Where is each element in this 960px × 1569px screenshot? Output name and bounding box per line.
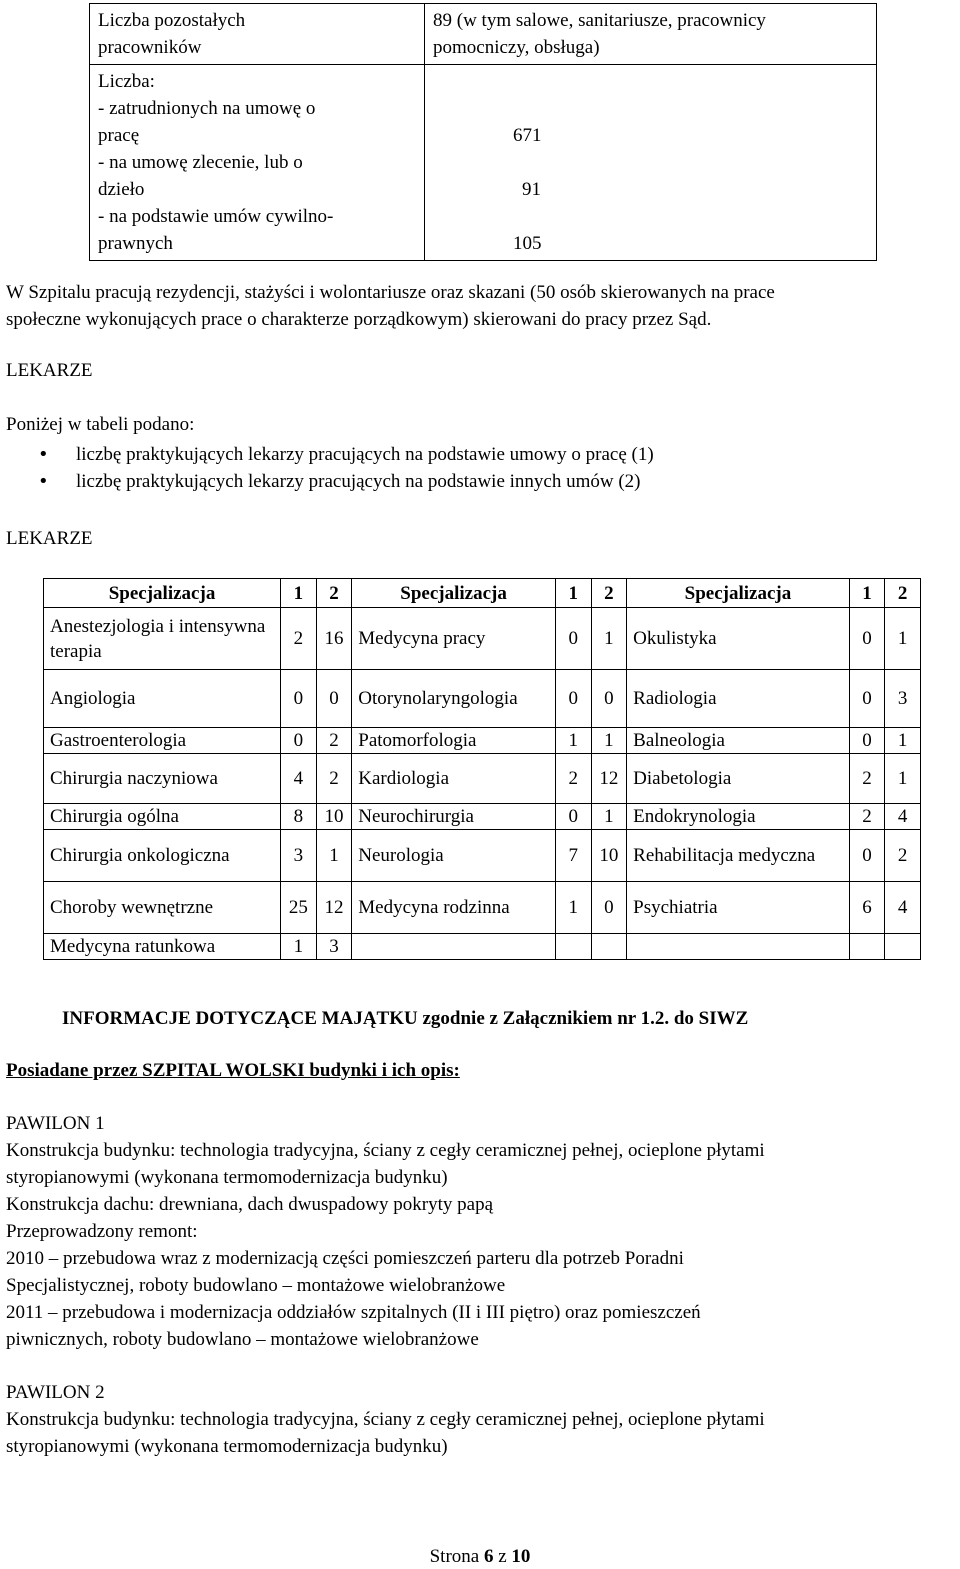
table-row [44,670,921,728]
table-cell: 0 [849,830,885,882]
table-cell: 16 [316,608,352,670]
staff-label-cell: Liczba pozostałych pracowników [90,4,425,65]
contract-label-cell: Liczba: - zatrudnionych na umowę o pracę - na umowę zlecenie, lub o dzieło - na podstawie umów cywilno- prawnych [90,65,425,261]
table-cell: Choroby wewnętrzne [44,882,281,934]
table-cell: 1 [316,830,352,882]
assets-info-heading: INFORMACJE DOTYCZĄCE MAJĄTKU zgodnie z Załącznikiem nr 1.2. do SIWZ [62,1008,749,1029]
table-cell: Rehabilitacja medyczna [627,830,850,882]
table-cell: 4 [885,882,921,934]
buildings-heading: Posiadane przez SZPITAL WOLSKI budynki i ich opis: [6,1060,460,1081]
table-cell: Angiologia [44,670,281,728]
table-cell: 3 [316,934,352,960]
table-cell: 3 [885,670,921,728]
list-item: • liczbę praktykujących lekarzy pracujących na podstawie umowy o pracę (1) [38,441,654,468]
table-cell [627,934,850,960]
column-header: 1 [555,579,591,608]
table-cell: 2 [849,804,885,830]
table-cell: 1 [591,728,627,754]
column-header: 1 [849,579,885,608]
table-row [90,65,877,261]
table-cell: 2 [885,830,921,882]
table-cell: 1 [555,882,591,934]
table-cell: 10 [316,804,352,830]
pavilion-2-section: PAWILON 2 Konstrukcja budynku: technologia tradycyjna, ściany z cegły ceramicznej pełnej, ocieplone płytami styropianowymi (wykonana termomodernizacja budynku) [6,1379,956,1460]
table-cell: Okulistyka [627,608,850,670]
staff-value-cell: 89 (w tym salowe, sanitariusze, pracownicy pomocniczy, obsługa) [425,4,877,65]
table-cell: Balneologia [627,728,850,754]
table-cell: 0 [555,670,591,728]
table-cell: 0 [555,804,591,830]
table-cell: 1 [591,804,627,830]
table-cell: Diabetologia [627,754,850,804]
table-row [44,608,921,670]
table-row [44,830,921,882]
table-cell: 1 [885,754,921,804]
table-cell: 4 [885,804,921,830]
table-row [90,4,877,65]
table-row [44,728,921,754]
column-header: Specjalizacja [352,579,556,608]
column-header: 2 [316,579,352,608]
section-heading-lekarze-2: LEKARZE [6,528,93,549]
count-employment-contract: 671 [513,125,542,146]
table-row [44,804,921,830]
table-cell [352,934,556,960]
table-cell: 0 [591,670,627,728]
table-cell: 4 [281,754,317,804]
table-cell: Medycyna pracy [352,608,556,670]
current-page-number: 6 [483,1546,494,1567]
table-cell: 1 [281,934,317,960]
table-cell: 1 [591,608,627,670]
staff-paragraph: W Szpitalu pracują rezydencji, stażyści i wolontariusze oraz skazani (50 osób skierowanych na prace społeczne wykonujących prace o charakterze porządkowym) skierowani do pracy przez Sąd. [6,282,775,330]
column-header: Specjalizacja [627,579,850,608]
contract-values-cell [425,65,877,261]
table-cell: Radiologia [627,670,850,728]
total-pages: 10 [511,1546,531,1567]
table-cell: Medycyna rodzinna [352,882,556,934]
table-cell: Endokrynologia [627,804,850,830]
table-cell: 6 [849,882,885,934]
table-header-row [44,579,921,608]
table-cell: Chirurgia naczyniowa [44,754,281,804]
table-cell: 12 [591,754,627,804]
staff-table [89,3,877,261]
table-cell [555,934,591,960]
table-cell: Anestezjologia i intensywna terapia [44,608,281,670]
table-cell: 0 [316,670,352,728]
table-row [44,754,921,804]
table-cell: 0 [281,670,317,728]
table-row [44,934,921,960]
table-cell: 25 [281,882,317,934]
count-mandate-contract: 91 [522,179,541,200]
column-header: Specjalizacja [44,579,281,608]
pavilion-title: PAWILON 2 [6,1382,105,1403]
section-heading-lekarze: LEKARZE [6,360,93,381]
table-cell: Otorynolaryngologia [352,670,556,728]
pavilion-1-section: PAWILON 1 Konstrukcja budynku: technologia tradycyjna, ściany z cegły ceramicznej pełnej, ocieplone płytami styropianowymi (wykonana termomodernizacja budynku) Konstrukcja dachu: drewniana, dach dwuspadowy pokryty papą Przeprowadzony remont: 2010 – przebudowa wraz z modernizacją części pomieszczeń parteru dla potrzeb Poradni Specjalistycznej, roboty budowlano – montażowe wielobranżowe 2011 – przebudowa i modernizacja oddziałów szpitalnych (II i III piętro) oraz pomieszczeń piwnicznych, roboty budowlano – montażowe wielobranżowe [6,1110,956,1353]
column-header: 2 [885,579,921,608]
table-cell: Patomorfologia [352,728,556,754]
table-cell: 1 [885,608,921,670]
table-cell: 1 [555,728,591,754]
table-cell: Chirurgia ogólna [44,804,281,830]
table-cell: Psychiatria [627,882,850,934]
page-footer: Strona 6 z 10 [429,1546,531,1567]
table-cell [849,934,885,960]
table-cell: Kardiologia [352,754,556,804]
table-cell: Neurologia [352,830,556,882]
table-cell: Neurochirurgia [352,804,556,830]
table-cell: 1 [885,728,921,754]
column-header: 2 [591,579,627,608]
table-cell: 0 [555,608,591,670]
table-cell: 0 [281,728,317,754]
table-cell [885,934,921,960]
table-cell: 8 [281,804,317,830]
table-cell: Gastroenterologia [44,728,281,754]
column-header: 1 [281,579,317,608]
table-cell [591,934,627,960]
table-cell: 0 [849,670,885,728]
table-cell: 0 [849,728,885,754]
table-cell: 7 [555,830,591,882]
table-row [44,882,921,934]
table-cell: 3 [281,830,317,882]
count-civil-contract: 105 [513,233,542,254]
list-item: • liczbę praktykujących lekarzy pracujących na podstawie innych umów (2) [38,468,654,495]
table-cell: 0 [591,882,627,934]
table-cell: 12 [316,882,352,934]
pavilion-title: PAWILON 1 [6,1113,105,1134]
doctors-table [43,578,921,960]
table-cell: 2 [281,608,317,670]
table-cell: 10 [591,830,627,882]
table-cell: Medycyna ratunkowa [44,934,281,960]
table-cell: Chirurgia onkologiczna [44,830,281,882]
bullet-list [38,441,654,495]
table-cell: 2 [316,754,352,804]
table-cell: 0 [849,608,885,670]
table-cell: 2 [555,754,591,804]
table-cell: 2 [316,728,352,754]
intro-text: Poniżej w tabeli podano: [6,414,195,435]
table-cell: 2 [849,754,885,804]
